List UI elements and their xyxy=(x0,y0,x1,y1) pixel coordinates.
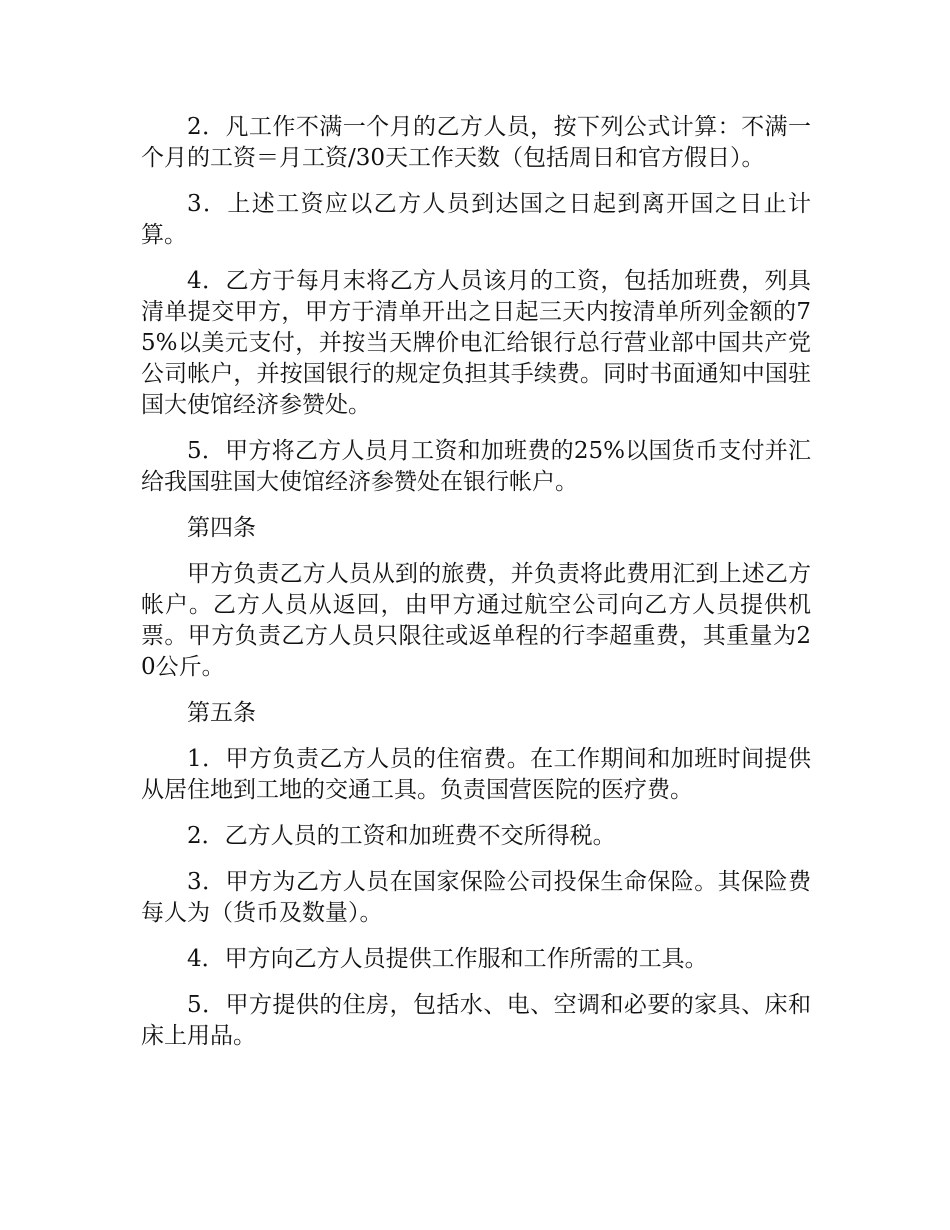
article-5-item-4: 4．甲方向乙方人员提供工作服和工作所需的工具。 xyxy=(187,946,708,972)
article-5-item-3: 3．甲方为乙方人员在国家保险公司投保生命保险。其保险费每人为（货币及数量）。 xyxy=(141,869,811,926)
article-5-item-5: 5．甲方提供的住房，包括水、电、空调和必要的家具、床和床上用品。 xyxy=(141,992,811,1049)
clause-3-item-3: 3．上述工资应以乙方人员到达国之日起到离开国之日止计算。 xyxy=(141,191,811,248)
article-4-body: 甲方负责乙方人员从到的旅费，并负责将此费用汇到上述乙方帐户。乙方人员从返回，由甲方通过航空公司向乙方人员提供机票。甲方负责乙方人员只限往或返单程的行李超重费，其重量为20公斤。 xyxy=(141,561,811,680)
clause-3-item-4: 4．乙方于每月末将乙方人员该月的工资，包括加班费，列具清单提交甲方，甲方于清单开出之日起三天内按清单所列金额的75%以美元支付，并按当天牌价电汇给银行总行营业部中国共产党公司帐户，并按国银行的规定负担其手续费。同时书面通知中国驻国大使馆经济参赞处。 xyxy=(141,268,811,418)
article-4-heading: 第四条 xyxy=(187,515,256,541)
document-page xyxy=(141,112,811,1067)
clause-3-item-5: 5．甲方将乙方人员月工资和加班费的25%以国货币支付并汇给我国驻国大使馆经济参赞处在银行帐户。 xyxy=(141,438,811,495)
article-5-heading: 第五条 xyxy=(187,700,256,726)
article-5-item-1: 1．甲方负责乙方人员的住宿费。在工作期间和加班时间提供从居住地到工地的交通工具。负责国营医院的医疗费。 xyxy=(141,746,811,803)
article-5-item-2: 2．乙方人员的工资和加班费不交所得税。 xyxy=(187,823,616,849)
clause-3-item-2: 2．凡工作不满一个月的乙方人员，按下列公式计算：不满一个月的工资＝月工资/30天工作天数（包括周日和官方假日）。 xyxy=(141,114,811,171)
